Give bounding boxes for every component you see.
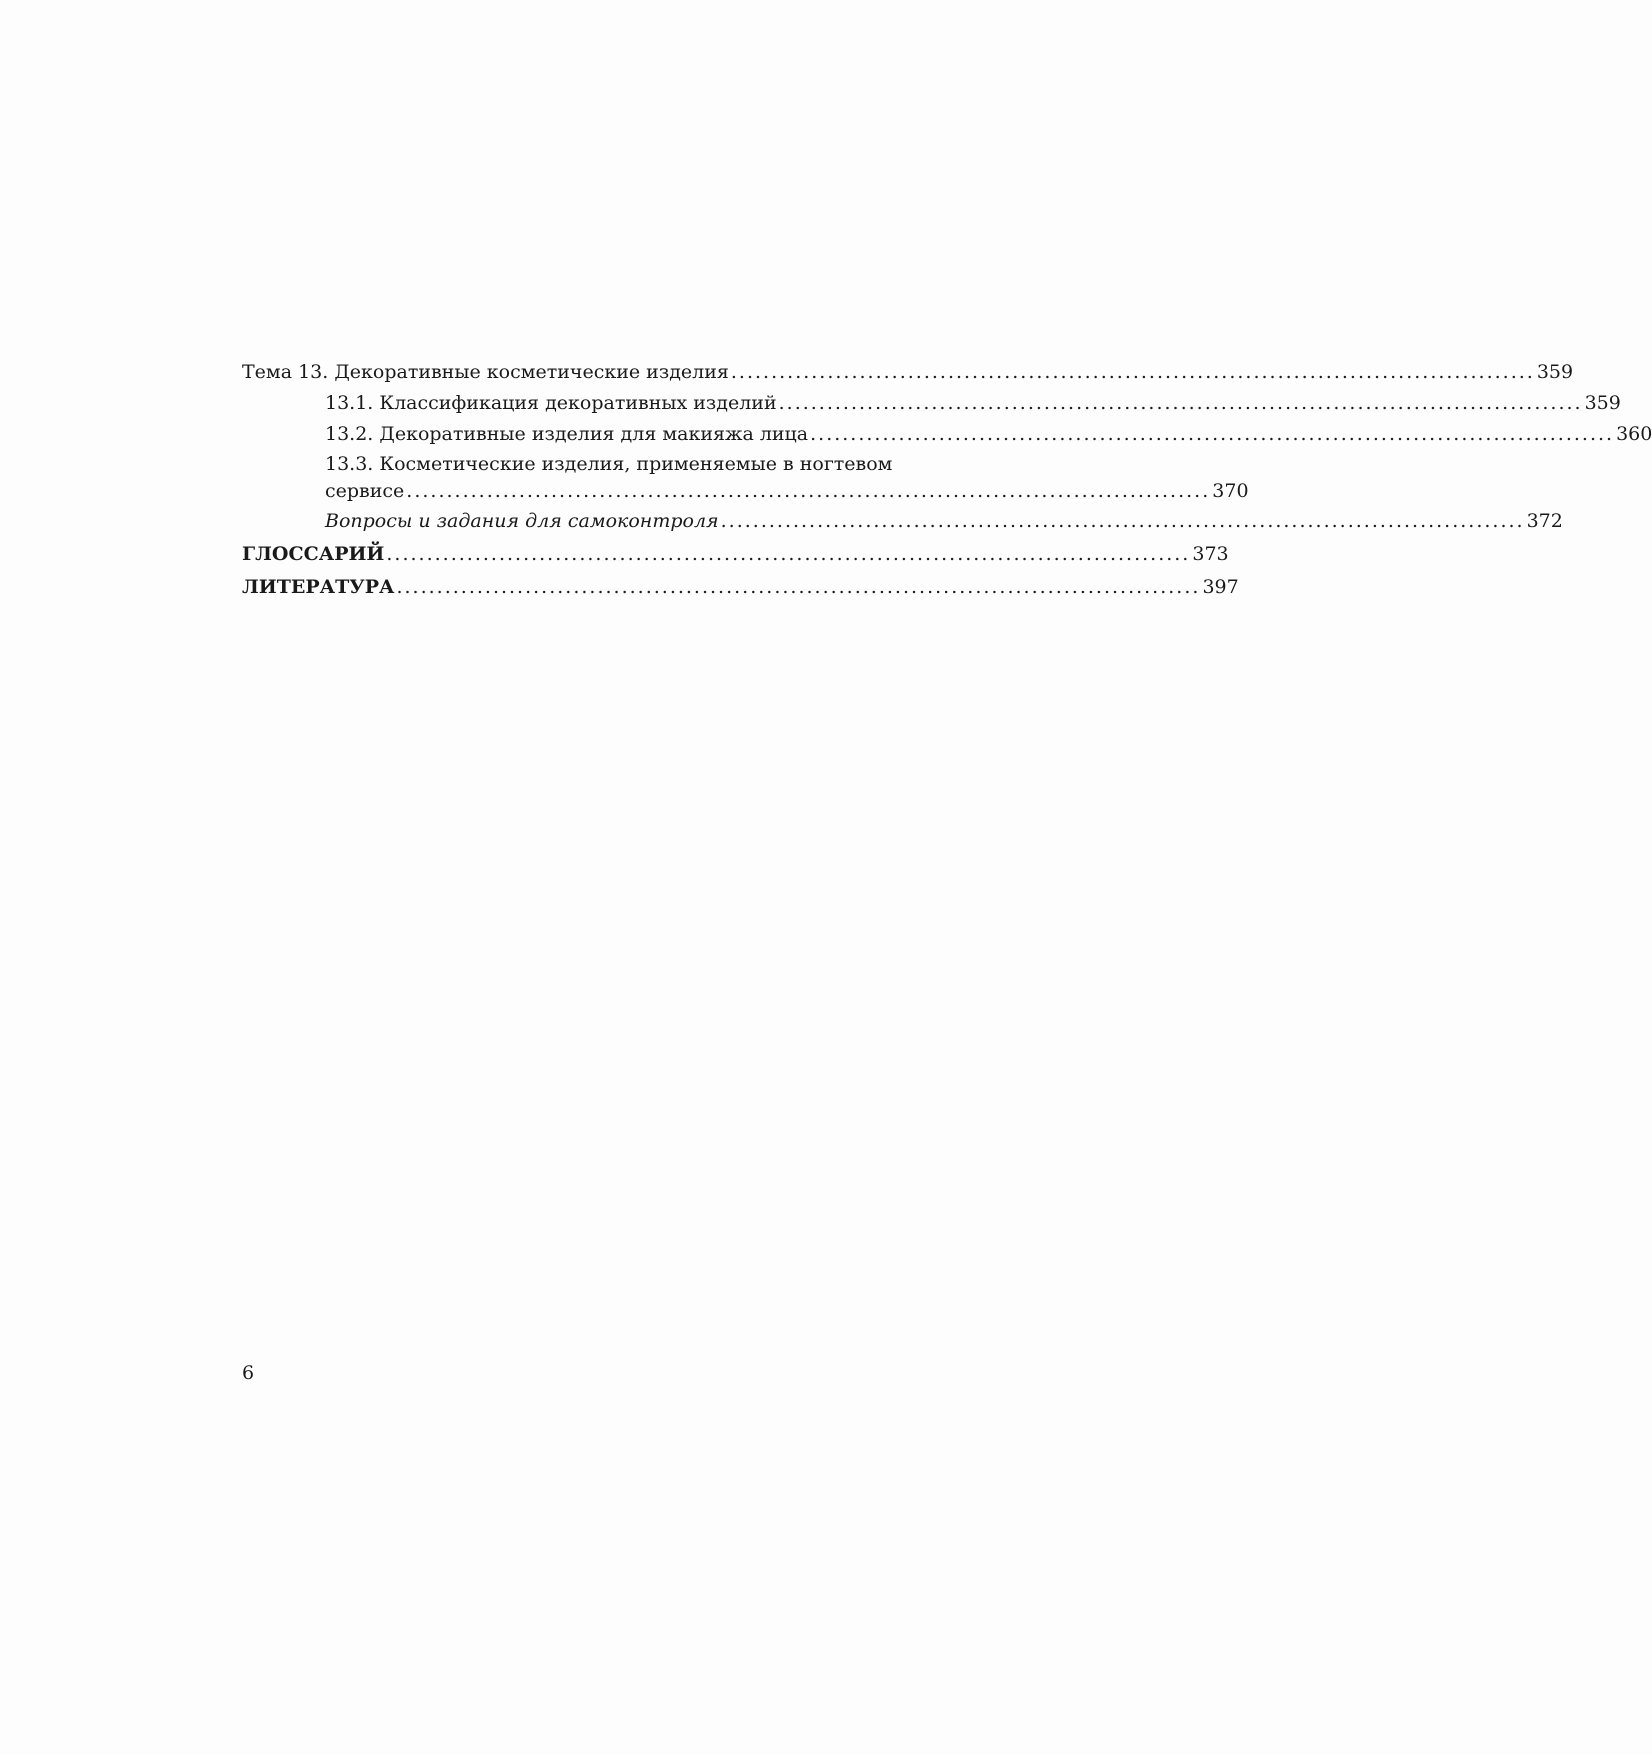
leader-dots: .................................................................................................... [810,423,1615,445]
toc-entry-page: 372 [1526,510,1563,532]
toc-entry-page: 397 [1202,576,1239,598]
leader-dots: .................................................................................................... [778,392,1583,414]
page-number: 6 [242,1362,255,1384]
toc-entry-13-1[interactable] [242,389,1621,418]
leader-dots: .................................................................................................... [386,543,1191,565]
toc-entry-literature[interactable] [242,573,1239,602]
toc-entry-title-line2: сервисе [325,480,405,502]
toc-entry-page: 373 [1192,543,1229,565]
table-of-contents [242,358,1652,604]
toc-entry-page: 370 [1212,480,1249,502]
toc-entry-title: Тема 13. Декоративные косметические изделия [242,361,729,383]
toc-entry-title-line1: 13.3. Косметические изделия, применяемые в ногтевом [325,453,893,475]
toc-entry-glossary[interactable] [242,540,1229,569]
toc-entry-questions[interactable] [242,507,1563,536]
leader-dots: .................................................................................................... [396,576,1201,598]
toc-entry-page: 359 [1584,392,1621,414]
toc-entry-title: ГЛОССАРИЙ [242,543,385,565]
leader-dots: .................................................................................................... [720,510,1525,532]
toc-entry-title: Вопросы и задания для самоконтроля [325,510,719,532]
leader-dots: .................................................................................................... [730,361,1535,383]
toc-entry-topic-13[interactable] [242,358,1574,387]
toc-entry-13-3[interactable] [242,451,1249,505]
toc-entry-title: 13.1. Классификация декоративных изделий [325,392,777,414]
toc-entry-title: ЛИТЕРАТУРА [242,576,395,598]
toc-entry-13-2[interactable] [242,420,1652,449]
toc-entry-title: 13.2. Декоративные изделия для макияжа лица [325,423,809,445]
leader-dots: .................................................................................................... [406,480,1211,502]
toc-entry-page: 359 [1536,361,1574,383]
toc-entry-page: 360 [1616,423,1652,445]
